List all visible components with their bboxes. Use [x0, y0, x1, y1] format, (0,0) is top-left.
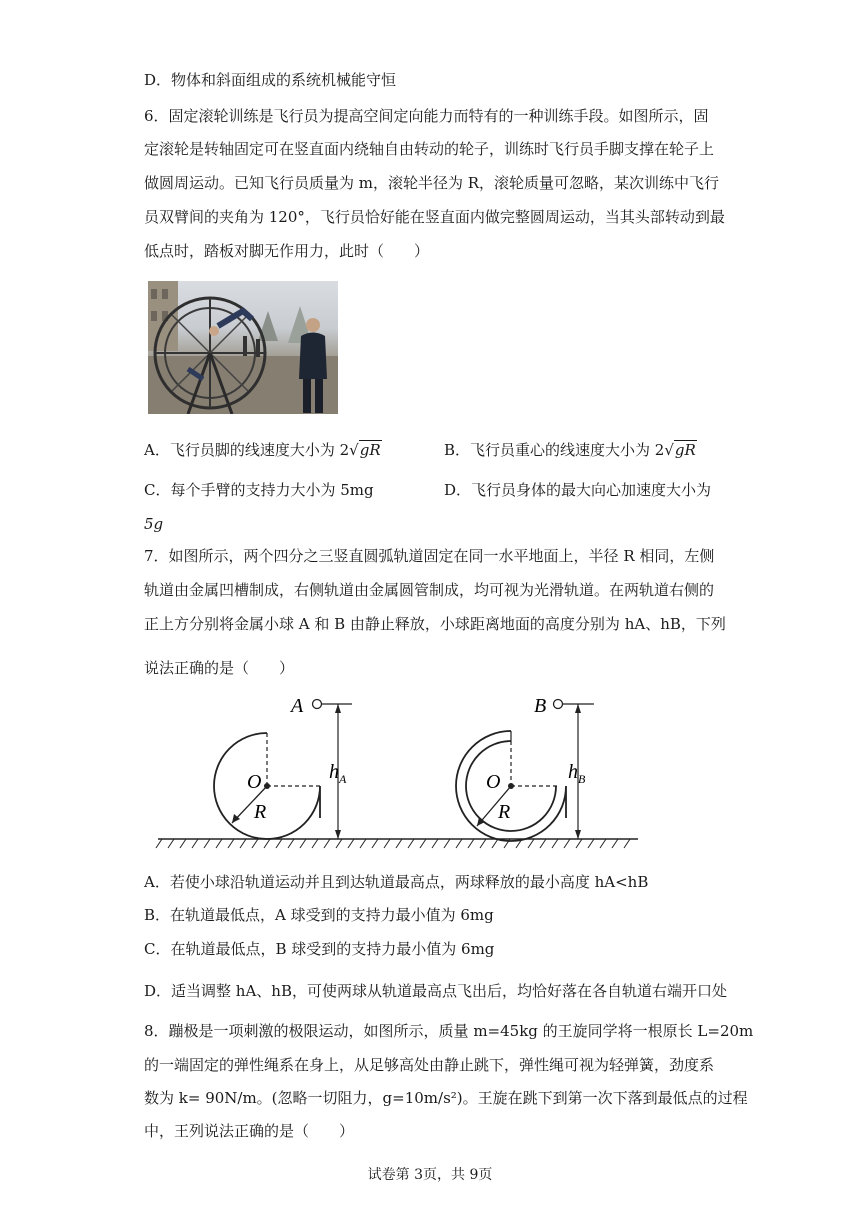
- q5-option-d: D．物体和斜面组成的系统机械能守恒: [144, 71, 397, 89]
- arrowhead-icon: [575, 704, 581, 713]
- ball-b: [554, 700, 563, 709]
- q7-line-3: 正上方分别将金属小球 A 和 B 由静止释放，小球距离地面的高度分别为 hA、hB，下列: [144, 615, 726, 633]
- label-hB: $h_B$: [568, 761, 586, 786]
- training-wheel-photo: [148, 281, 338, 414]
- q6-option-a-radicand: gR: [359, 441, 381, 459]
- q6-option-d: D．飞行员身体的最大向心加速度大小为: [444, 481, 712, 499]
- left-label-R: R: [254, 801, 267, 823]
- arrowhead-icon: [575, 830, 581, 839]
- q7-option-d: D．适当调整 hA、hB，可使两球从轨道最高点飞出后，均恰好落在各自轨道右端开口处: [144, 982, 727, 1000]
- q8-line-3: 数为 k= 90N/m。(忽略一切阻力，g=10m/s²)。王旋在跳下到第一次下落到最低点的过程: [144, 1089, 748, 1107]
- ground-hatching: [156, 839, 630, 848]
- q6-option-a: [144, 439, 382, 461]
- q7-line-2: 轨道由金属凹槽制成，右侧轨道由金属圆管制成，均可视为光滑轨道。在两轨道右侧的: [144, 581, 715, 599]
- q8-line-4: 中，王列说法正确的是（ ）: [144, 1122, 355, 1140]
- q8-line-1: 8．蹦极是一项刺激的极限运动，如图所示，质量 m=45kg 的王旋同学将一根原长 L=20m: [144, 1022, 754, 1040]
- q6-line-1: 6．固定滚轮训练是飞行员为提高空间定向能力而特有的一种训练手段。如图所示，固: [144, 107, 709, 125]
- sqrt-symbol: √gR: [664, 441, 696, 459]
- ball-a: [313, 700, 322, 709]
- q6-line-3: 做圆周运动。已知飞行员质量为 m，滚轮半径为 R，滚轮质量可忽略，某次训练中飞行: [144, 174, 720, 192]
- q8-line-2: 的一端固定的弹性绳系在身上，从足够高处由静止跳下，弹性绳可视为轻弹簧，劲度系: [144, 1056, 715, 1074]
- q7-line-4: 说法正确的是（ ）: [144, 659, 295, 677]
- q6-option-b-radicand: gR: [674, 441, 696, 459]
- q6-option-a-text: A．飞行员脚的线速度大小为 2: [144, 441, 350, 459]
- left-label-O: O: [247, 771, 262, 793]
- q7-option-a: A．若使小球沿轨道运动并且到达轨道最高点，两球释放的最小高度 hA<hB: [144, 873, 649, 891]
- arrowhead-icon: [335, 830, 341, 839]
- q6-option-c: C．每个手臂的支持力大小为 5mg: [144, 481, 374, 499]
- page-footer: 试卷第 3页，共 9页: [367, 1167, 493, 1183]
- training-wheel-illustration: [148, 281, 338, 414]
- q6-line-5: 低点时，踏板对脚无作用力，此时（ ）: [144, 242, 430, 260]
- label-A: A: [291, 695, 304, 717]
- q7-option-c: C．在轨道最低点，B 球受到的支持力最小值为 6mg: [144, 940, 495, 958]
- q7-line-1: 7．如图所示，两个四分之三竖直圆弧轨道固定在同一水平地面上，半径 R 相同，左侧: [144, 547, 715, 565]
- q7-track-figure: [150, 688, 640, 858]
- q6-line-2: 定滚轮是转轴固定可在竖直面内绕轴自由转动的轮子，训练时飞行员手脚支撑在轮子上: [144, 140, 715, 158]
- q7-option-b: B．在轨道最低点，A 球受到的支持力最小值为 6mg: [144, 906, 494, 924]
- q6-option-b-text: B．飞行员重心的线速度大小为 2: [444, 441, 665, 459]
- q6-line-4: 员双臂间的夹角为 120°，飞行员恰好能在竖直面内做完整圆周运动，当其头部转动到最: [144, 208, 725, 226]
- q6-option-b: [444, 439, 697, 461]
- label-B: B: [534, 695, 547, 717]
- arrowhead-icon: [335, 704, 341, 713]
- right-label-O: O: [486, 771, 501, 793]
- right-label-R: R: [498, 801, 511, 823]
- sqrt-symbol: √gR: [349, 441, 381, 459]
- label-hA: $h_A$: [329, 761, 347, 786]
- q6-option-d-continued: 5g: [144, 515, 164, 533]
